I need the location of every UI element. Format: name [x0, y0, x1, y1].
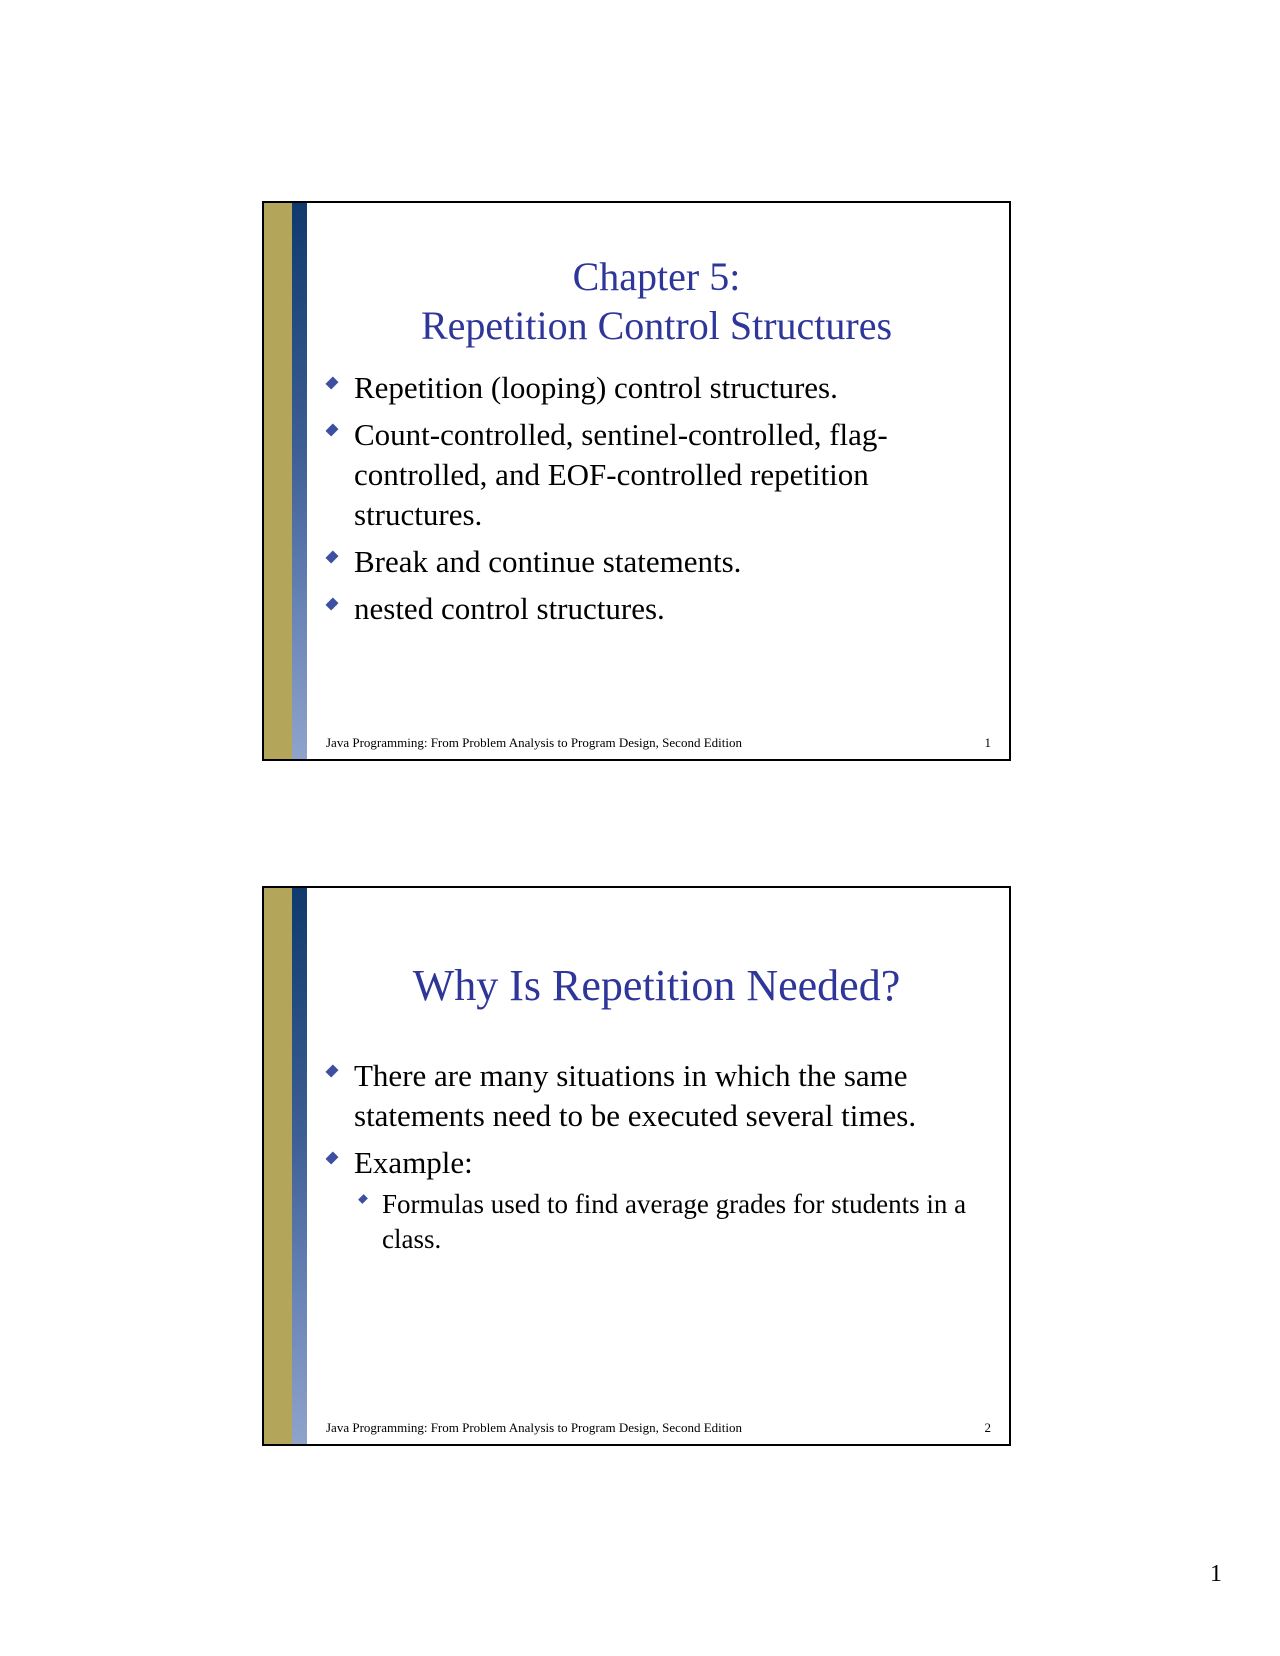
bullet-item	[326, 1056, 979, 1136]
diamond-bullet-icon	[325, 550, 338, 563]
diamond-bullet-icon	[325, 1151, 338, 1164]
bullet-text: Count-controlled, sentinel-controlled, flag-controlled, and EOF-controlled repetition structures.	[354, 417, 888, 532]
bullet-item	[326, 542, 979, 582]
bullet-list	[326, 368, 979, 636]
slide-title-line: Chapter 5:	[572, 254, 741, 299]
slide-title	[324, 252, 989, 350]
bullet-text: Repetition (looping) control structures.	[354, 370, 838, 405]
slide-accent-gold-strip	[264, 203, 292, 759]
bullet-item	[326, 589, 979, 629]
slide-title-line: Repetition Control Structures	[420, 303, 893, 348]
bullet-item	[326, 415, 979, 535]
slide-footer: Java Programming: From Problem Analysis to Program Design, Second Edition	[326, 1420, 742, 1435]
slide-1	[262, 201, 1011, 761]
slide-number: 2	[984, 1420, 991, 1435]
bullet-text: nested control structures.	[354, 591, 665, 626]
bullet-item	[326, 1143, 979, 1257]
slide-accent-blue-strip	[292, 203, 307, 759]
bullet-text: Example:	[354, 1145, 473, 1180]
bullet-text: There are many situations in which the same statements need to be executed several times.	[354, 1058, 917, 1133]
slide-title-line: Why Is Repetition Needed?	[412, 961, 901, 1010]
diamond-bullet-icon	[358, 1194, 368, 1204]
sub-bullet-text: Formulas used to find average grades for students in a class.	[382, 1189, 967, 1254]
slide-accent-blue-strip	[292, 888, 307, 1444]
sub-bullet-list	[358, 1187, 979, 1257]
bullet-text: Break and continue statements.	[354, 544, 742, 579]
slide-footer: Java Programming: From Problem Analysis to Program Design, Second Edition	[326, 735, 742, 750]
sub-bullet-item	[358, 1187, 979, 1257]
diamond-bullet-icon	[325, 423, 338, 436]
page-number: 1	[1210, 1561, 1222, 1587]
slide-accent-gold-strip	[264, 888, 292, 1444]
bullet-item	[326, 368, 979, 408]
slide-number: 1	[984, 735, 991, 750]
slide-2	[262, 886, 1011, 1446]
diamond-bullet-icon	[325, 1064, 338, 1077]
diamond-bullet-icon	[325, 376, 338, 389]
bullet-list	[326, 1056, 979, 1264]
diamond-bullet-icon	[325, 597, 338, 610]
slide-title	[324, 960, 989, 1012]
